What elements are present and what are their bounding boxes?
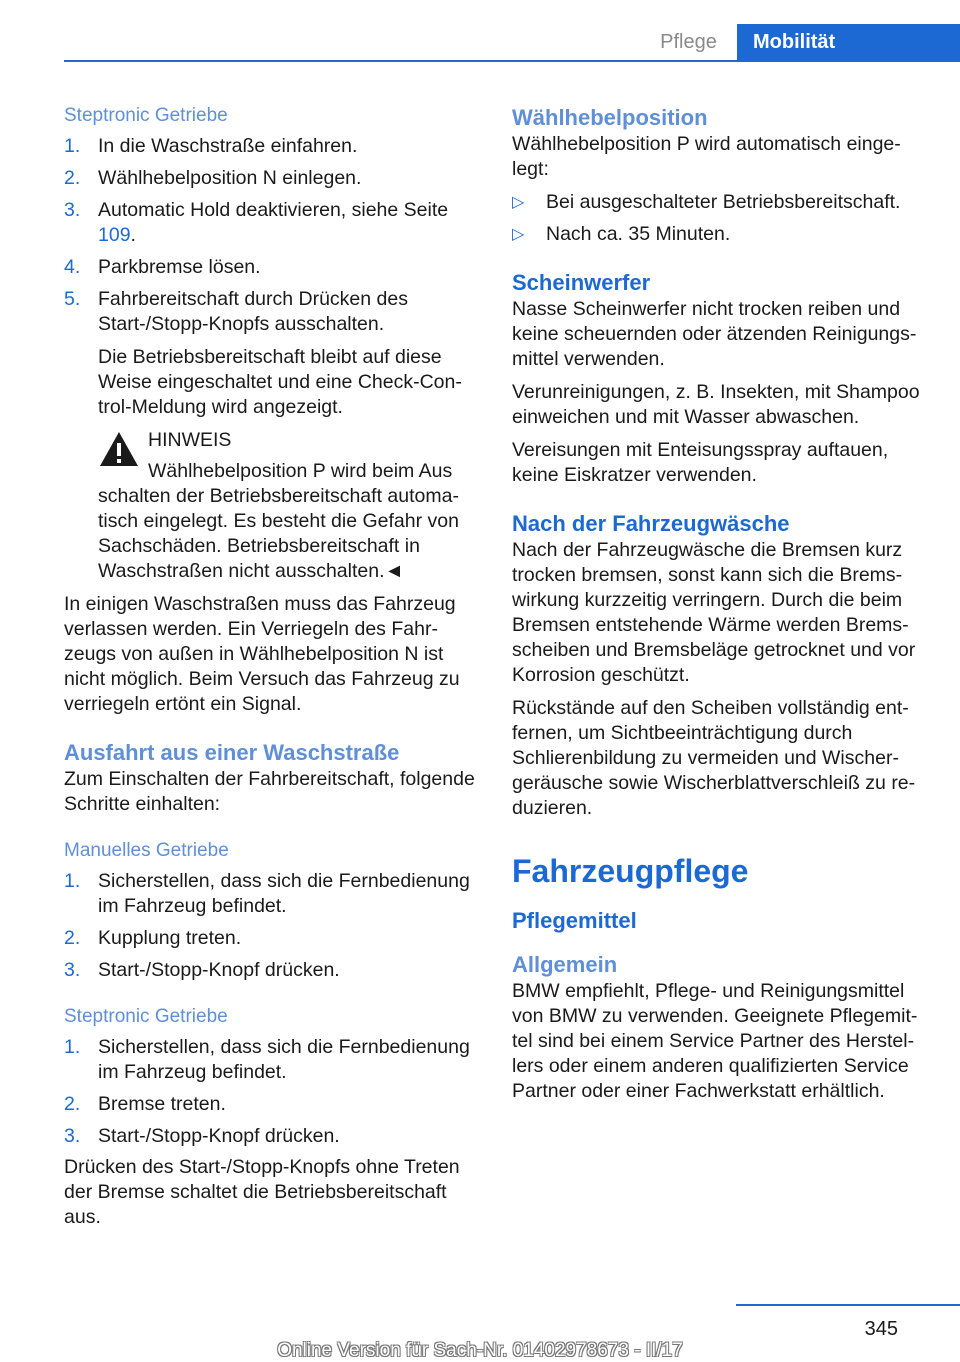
tab-pflege[interactable]: Pflege (660, 31, 717, 53)
steptronic2-steps (64, 1035, 480, 1149)
step-note: Die Betriebsbereitschaft bleibt auf diese Weise eingeschaltet und eine Check-Control-Meldung wird angezeigt. (98, 346, 462, 418)
step-text: Bremse treten. (98, 1093, 226, 1115)
page-number: 345 (864, 1318, 898, 1340)
paragraph: Verunreinigungen, z. B. Insekten, mit Shampoo einweichen und mit Wasser abwaschen. (512, 381, 920, 428)
step-number: 2. (64, 167, 81, 189)
list-item (64, 1092, 480, 1117)
ausfahrt-heading: Ausfahrt aus einer Waschstraße (64, 740, 400, 765)
list-item (64, 1124, 480, 1149)
list-item (64, 1035, 480, 1085)
triangle-bullet-icon: ▷ (512, 226, 525, 243)
step-number: 1. (64, 870, 81, 892)
manuell-heading: Manuelles Getriebe (64, 840, 229, 861)
step-number: 2. (64, 927, 81, 949)
list-item (64, 926, 480, 951)
step-text: Sicherstellen, dass sich die Fernbedienung im Fahrzeug befindet. (98, 870, 470, 917)
paragraph: Wählhebelposition P wird automatisch eingelegt: (512, 133, 901, 180)
paragraph: Rückstände auf den Scheiben vollständig entfernen, um Sichtbeeinträchtigung durch Schlierenbildung zu vermeiden und Wischergeräusche sowie Wischerblattverschleiß zu reduzieren. (512, 697, 916, 819)
step-text: Kupplung treten. (98, 927, 242, 949)
scheinwerfer-heading: Scheinwerfer (512, 270, 651, 295)
list-item-text: Bei ausgeschalteter Betriebsbereitschaft. (546, 191, 901, 213)
nach-waesche-heading: Nach der Fahrzeugwäsche (512, 511, 790, 536)
paragraph: In einigen Waschstraßen muss das Fahrzeug verlassen werden. Ein Verriegeln des Fahrzeugs von außen in Wählhebelposition N ist nicht möglich. Beim Versuch das Fahrzeug zu verriegeln ertönt ein Signal. (64, 593, 460, 715)
step-number: 1. (64, 135, 81, 157)
list-item (64, 958, 480, 983)
step-text: In die Waschstraße einfahren. (98, 135, 358, 157)
header-rule (64, 60, 960, 62)
tab-mobilitaet[interactable]: Mobilität (737, 24, 960, 60)
paragraph: Drücken des Start-/Stopp-Knopfs ohne Treten der Bremse schaltet die Betriebsbereitschaft aus. (64, 1156, 460, 1228)
step-text: Parkbremse lösen. (98, 256, 261, 278)
left-column (64, 104, 480, 1230)
list-item-text: Nach ca. 35 Minuten. (546, 223, 731, 245)
step-number: 3. (64, 1125, 81, 1147)
manuell-steps (64, 869, 480, 983)
list-item (64, 166, 480, 191)
hint-box (98, 428, 480, 584)
paragraph: Vereisungen mit Enteisungsspray auftauen, keine Eiskratzer verwenden. (512, 439, 889, 486)
step-number: 3. (64, 959, 81, 981)
paragraph: BMW empfiehlt, Pflege- und Reinigungsmittel von BMW zu verwenden. Geeignete Pflegemittel sind bei einem Service Partner des Herstellers oder einem anderen qualifizierten Service Partner oder einer Fachwerkstatt erhältlich. (512, 980, 918, 1102)
waehlhebel-list (512, 190, 928, 247)
list-item (64, 255, 480, 280)
steptronic-steps (64, 134, 480, 584)
step-text: Fahrbereitschaft durch Drücken des Start-/Stopp-Knopfs ausschalten. (98, 288, 408, 335)
page-link-109[interactable]: 109 (98, 224, 131, 246)
step-number: 5. (64, 288, 81, 310)
pflegemittel-heading: Pflegemittel (512, 908, 637, 933)
step-text: Start-/Stopp-Knopf drücken. (98, 1125, 340, 1147)
step-text-end: . (130, 224, 136, 246)
list-item (64, 287, 480, 584)
footer-rule (736, 1304, 960, 1306)
step-number: 1. (64, 1036, 81, 1058)
waehlhebel-heading: Wählhebelposition (512, 105, 708, 130)
list-item (64, 134, 480, 159)
list-item (64, 198, 480, 248)
triangle-bullet-icon: ▷ (512, 194, 525, 211)
step-number: 3. (64, 199, 81, 221)
step-number: 2. (64, 1093, 81, 1115)
allgemein-heading: Allgemein (512, 952, 618, 977)
steptronic2-heading: Steptronic Getriebe (64, 1006, 228, 1027)
step-text: Wählhebelposition N einlegen. (98, 167, 362, 189)
list-item (512, 222, 928, 247)
paragraph: Nach der Fahrzeugwäsche die Bremsen kurz trocken bremsen, sonst kann sich die Bremswirkung kurzzeitig verringern. Durch die beim Bremsen entstehende Wärme werden Bremsscheiben und Bremsbeläge getrocknet und vor Korrosion geschützt. (512, 539, 916, 686)
step-text: Start-/Stopp-Knopf drücken. (98, 959, 340, 981)
list-item (64, 869, 480, 919)
right-column (512, 104, 928, 1104)
step-text: Automatic Hold deaktivieren, siehe Seite (98, 199, 449, 221)
paragraph: Nasse Scheinwerfer nicht trocken reiben und keine scheuernden oder ätzenden Reinigungsmittel verwenden. (512, 298, 917, 370)
warning-icon (98, 430, 140, 468)
online-version-watermark: Online Version für Sach-Nr. 01402978673 - II/17 (277, 1340, 683, 1361)
hint-title: HINWEIS (148, 429, 232, 451)
fahrzeugpflege-heading: Fahrzeugpflege (512, 853, 749, 889)
step-number: 4. (64, 256, 81, 278)
paragraph: Zum Einschalten der Fahrbereitschaft, folgende Schritte einhalten: (64, 768, 475, 815)
hint-text: schalten der Betriebsbereitschaft automatisch eingelegt. Es besteht die Gefahr von Sachschäden. Betriebsbereitschaft in Waschstraßen nicht ausschalten.◄ (98, 485, 459, 582)
steptronic-heading: Steptronic Getriebe (64, 105, 228, 126)
hint-line1: Wählhebelposition P wird beim Aus (148, 460, 453, 482)
step-text: Sicherstellen, dass sich die Fernbedienung im Fahrzeug befindet. (98, 1036, 470, 1083)
list-item (512, 190, 928, 215)
